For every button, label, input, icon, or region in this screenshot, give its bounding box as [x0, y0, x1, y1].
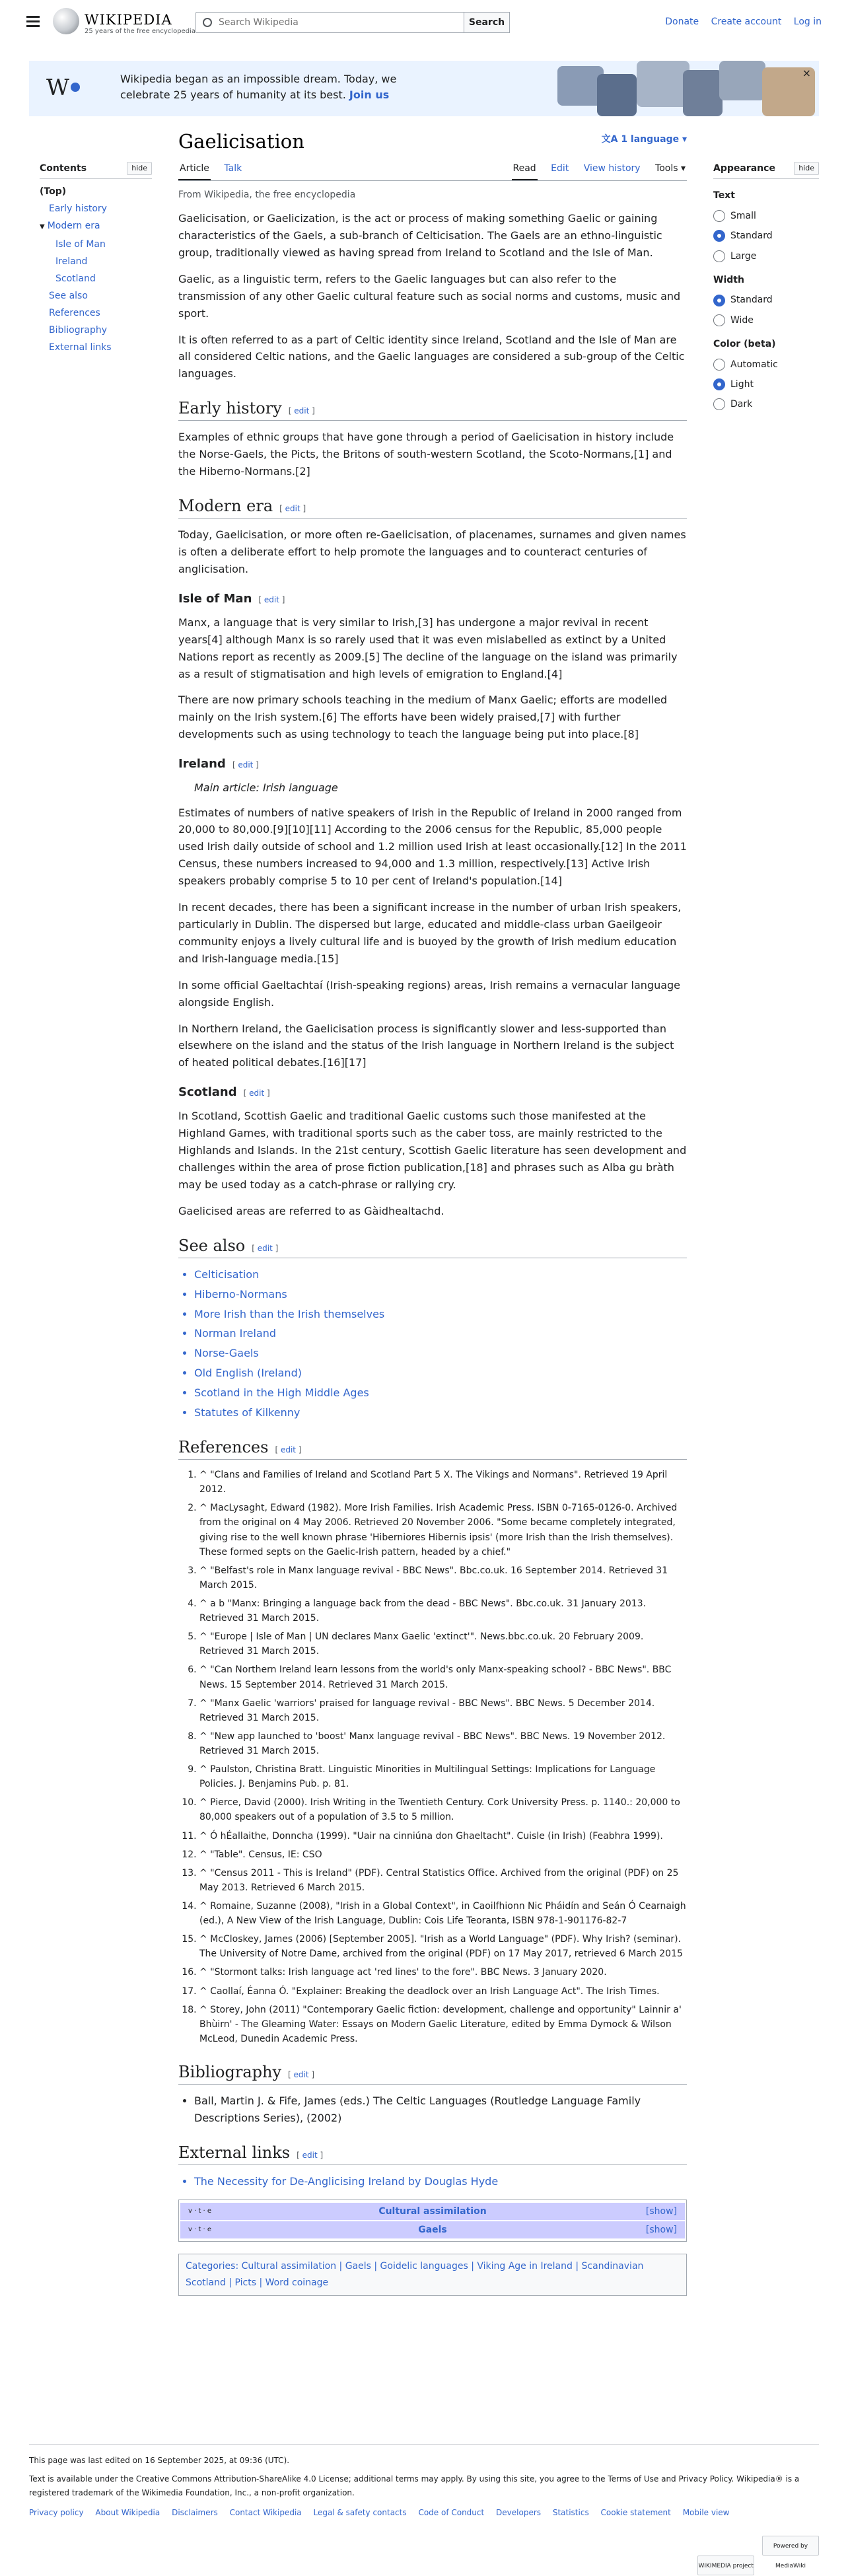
edit-section-link[interactable]: edit	[285, 504, 300, 514]
vte-links[interactable]: v · t · e	[188, 2226, 212, 2234]
toc-item-early-history[interactable]: Early history	[49, 203, 107, 215]
edit-section-link[interactable]: edit	[238, 760, 254, 770]
color-dark-option[interactable]	[713, 397, 819, 411]
ireland-paragraph-2: In recent decades, there has been a significant increase in the number of urban Irish speakers, particularly in Dublin. The dispersed but large, educated and middle-class urban Gaeilgeoir community enjoys a lively cultural life and is buoyed by the growth of Irish medium education and Irish-language media.[15]	[178, 901, 682, 965]
scotland-paragraph-2: Gaelicised areas are referred to as Gàidhealtachd.	[178, 1204, 444, 1217]
color-light-option[interactable]	[713, 377, 819, 392]
banner-close-button[interactable]: ×	[802, 67, 811, 79]
license-text: Text is available under the Creative Commons Attribution-ShareAlike 4.0 License; additional terms may apply. By using this site, you agree to the Terms of Use and Privacy Policy. Wikipedia® is a registered trademark of the Wikimedia Foundation, Inc., a non-profit organization.	[29, 2474, 800, 2497]
heading-isle-of-man-text: Isle of Man	[178, 592, 252, 606]
toc-item-isle-of-man[interactable]: Isle of Man	[55, 239, 106, 250]
toc-item-modern-era[interactable]	[40, 217, 152, 236]
footer-link[interactable]: Mobile view	[682, 2508, 730, 2518]
bibliography-list	[194, 2093, 687, 2127]
reference-item: 15. ^ McCloskey, James (2006) [September 2005]. "Irish as a World Language" (PDF). Why Irish? (seminar). The University of Notre Dame, archived from the original (PDF) on 17 May 2017, retrieved 6 March 2015	[199, 1932, 687, 1961]
search-button[interactable]: Search	[464, 12, 510, 33]
appearance-panel	[713, 161, 819, 412]
tab-article[interactable]: Article	[178, 161, 211, 180]
navbox-gaels	[180, 2221, 685, 2238]
heading-early-history: Early history [ edit ]	[178, 398, 687, 421]
toc-item-scotland[interactable]: Scotland	[55, 273, 96, 285]
heading-references-text: References	[178, 1437, 269, 1456]
list-item[interactable]: • More Irish than the Irish themselves	[194, 1306, 687, 1323]
list-item: • Ball, Martin J. & Fife, James (eds.) The Celtic Languages (Routledge Language Family Descriptions Series), (2002)	[194, 2093, 687, 2127]
table-of-contents	[40, 161, 152, 356]
banner-line-1: Wikipedia began as an impossible dream. Today, we	[120, 73, 397, 85]
footer-link[interactable]: Statistics	[552, 2508, 589, 2518]
reference-item: 17. ^ Caollaí, Éanna Ó. "Explainer: Breaking the deadlock over an Irish Language Act". The Irish Times.	[199, 1984, 687, 1999]
width-standard-option[interactable]	[713, 293, 819, 307]
toc-hide-button[interactable]: hide	[127, 162, 152, 175]
toc-item-top[interactable]: (Top)	[40, 186, 67, 197]
category-links[interactable]: Categories: Cultural assimilation | Gaels | Goidelic languages | Viking Age in Ireland | Scandinavian Scotland | Picts | Word coinage	[178, 2254, 687, 2296]
chevron-down-icon[interactable]: ▼	[40, 223, 45, 231]
heading-modern-era: Modern era [ edit ]	[178, 496, 687, 519]
ireland-paragraph-4: In Northern Ireland, the Gaelicisation process is significantly slower and less-supported than elsewhere on the island and the status of the Irish language in Northern Ireland is the subject of heated political debates.[16][17]	[178, 1022, 674, 1069]
search-input[interactable]	[219, 15, 456, 30]
ireland-paragraph-1: Estimates of numbers of native speakers of Irish in the Republic of Ireland in 2000 ranged from 20,000 to 80,000.[9][10][11] According to the 2006 census for the Republic, 85,000 people used Irish daily outside of school and 1.2 million used Irish at least occasionally.[12] In the 2011 Census, these numbers increased to 94,000 and 1.3 million, respectively.[13] Active Irish speakers probably comprise 5 to 10 per cent of Ireland's population.[14]	[178, 806, 687, 888]
text-size-label: Text	[713, 190, 735, 201]
footer-link[interactable]: Contact Wikipedia	[229, 2508, 302, 2518]
edit-section-link[interactable]: edit	[293, 2069, 309, 2079]
puzzle-photo-collage-icon	[551, 61, 819, 116]
create-account-link[interactable]: Create account	[711, 17, 782, 27]
intro-paragraph-3: It is often referred to as a part of Celtic identity since Ireland, Scotland and the Isle of Man are all considered Celtic nations, and the Gaelic languages are considered a sub-group of the Celtic languages.	[178, 333, 685, 380]
list-item[interactable]: • Old English (Ireland)	[194, 1365, 687, 1382]
color-label: Color (beta)	[713, 339, 776, 350]
heading-see-also: See also [ edit ]	[178, 1236, 687, 1258]
text-large-option[interactable]	[713, 249, 819, 264]
reference-item: 12. ^ "Table". Census, IE: CSO	[199, 1847, 687, 1862]
toc-item-ireland[interactable]: Ireland	[55, 256, 88, 268]
wikipedia-logo[interactable]	[53, 7, 195, 36]
edit-section-link[interactable]: edit	[264, 595, 279, 605]
toc-item-bibliography[interactable]: Bibliography	[49, 325, 107, 336]
list-item[interactable]: • Norman Ireland	[194, 1325, 687, 1342]
ireland-paragraph-3: In some official Gaeltachtaí (Irish-speaking regions) areas, Irish remains a vernacular language alongside English.	[178, 978, 681, 1009]
appearance-title: Appearance	[713, 163, 775, 174]
navbox-title[interactable]: Cultural assimilation	[378, 2206, 487, 2217]
footer-link[interactable]: Disclaimers	[172, 2508, 218, 2518]
heading-references: References [ edit ]	[178, 1437, 687, 1460]
early-history-paragraph: Examples of ethnic groups that have gone through a period of Gaelicisation in history include the Norse-Gaels, the Picts, the Britons of south-western Scotland, the Scoto-Normans,[1] and the Hiberno-Normans.[2]	[178, 431, 674, 478]
search-icon	[203, 18, 212, 27]
footer-link[interactable]: About Wikipedia	[95, 2508, 160, 2518]
isle-of-man-paragraph-1: Manx, a language that is very similar to Irish,[3] has undergone a major revival in recent years[4] although Manx is so rarely used that it was even mislabelled as extinct by a United Nations report as recently as 2009.[5] The decline of the language on the island was primarily as a result of stigmatisation and high levels of emigration to England.[4]	[178, 616, 678, 680]
list-item[interactable]: • Scotland in the High Middle Ages	[194, 1384, 687, 1402]
toc-item-references[interactable]: References	[49, 308, 100, 319]
toc-item-see-also[interactable]: See also	[49, 291, 88, 302]
log-in-link[interactable]: Log in	[793, 17, 822, 27]
navbox-show-button[interactable]: [show]	[645, 2225, 677, 2236]
navbox	[178, 2200, 687, 2242]
footer-links	[29, 2506, 819, 2519]
main-menu-icon[interactable]	[26, 15, 40, 28]
option-label: Standard	[730, 295, 773, 306]
reference-item: 13. ^ "Census 2011 - This is Ireland" (PDF). Central Statistics Office. Archived from the original (PDF) on 25 May 2013. Retrieved 6 March 2015.	[199, 1866, 687, 1895]
heading-early-history-text: Early history	[178, 399, 282, 418]
translate-icon: 文A	[601, 134, 621, 145]
scotland-paragraph-1: In Scotland, Scottish Gaelic and traditional Gaelic customs such those manifested at the Highland Games, with traditional sports such as the caber toss, are mainly restricted to the Highlands and Islands. In the 21st century, Scottish Gaelic literature has seen development and challenges within the area of prose fiction publication,[18] and phrases such as Alba gu bràth may be used today as a catch-phrase or rallying cry.	[178, 1110, 687, 1191]
wikimedia-badge[interactable]: WIKIMEDIA project	[697, 2556, 754, 2575]
tab-read[interactable]: Read	[512, 161, 538, 180]
toc-item-external-links[interactable]: External links	[49, 342, 112, 353]
wikipedia-25-logo-icon	[46, 73, 81, 103]
tools-menu[interactable]: Tools ▾	[655, 163, 686, 174]
mediawiki-badge[interactable]: Powered by MediaWiki	[762, 2536, 819, 2556]
edit-section-link[interactable]: edit	[257, 1243, 273, 1253]
references-list	[199, 1468, 687, 2046]
option-label: Standard	[730, 231, 773, 242]
heading-bibliography-text: Bibliography	[178, 2062, 281, 2081]
toc-item-modern-era-label: Modern era	[47, 221, 100, 232]
toc-title: Contents	[40, 163, 87, 174]
tab-view-history[interactable]: View history	[583, 163, 641, 174]
navbox-title[interactable]: Gaels	[418, 2225, 447, 2236]
donate-link[interactable]: Donate	[665, 17, 699, 27]
reference-item: 4. ^ a b "Manx: Bringing a language back from the dead - BBC News". Bbc.co.uk. 31 January 2013. Retrieved 31 March 2015.	[199, 1596, 687, 1626]
heading-bibliography: Bibliography [ edit ]	[178, 2062, 687, 2085]
heading-scotland-text: Scotland	[178, 1085, 237, 1100]
heading-modern-era-text: Modern era	[178, 497, 273, 516]
reference-item: 10. ^ Pierce, David (2000). Irish Writing in the Twentieth Century. Cork University Press. p. 1140.: 20,000 to 80,000 speakers out of a population of 3.5 to 5 million.	[199, 1795, 687, 1824]
isle-of-man-paragraph-2: There are now primary schools teaching in the medium of Manx Gaelic; efforts are modelled mainly on the Irish system.[6] The efforts have been widely praised,[7] with further developments such as using technology to teach the language being put into place.[8]	[178, 694, 668, 741]
article-content	[178, 125, 687, 2296]
navbox-cultural-assimilation	[180, 2203, 685, 2220]
tab-edit[interactable]: Edit	[551, 163, 569, 174]
page-footer	[29, 2444, 819, 2569]
option-label: Automatic	[730, 359, 778, 370]
reference-item: 7. ^ "Manx Gaelic 'warriors' praised for language revival - BBC News". BBC News. 5 December 2014. Retrieved 31 March 2015.	[199, 1696, 687, 1725]
banner-text	[120, 71, 490, 103]
navbox-show-button[interactable]: [show]	[645, 2206, 677, 2217]
site-header	[0, 0, 848, 44]
heading-isle-of-man: Isle of Man [ edit ]	[178, 592, 285, 606]
reference-item: 6. ^ "Can Northern Ireland learn lessons from the world's only Manx-speaking school? - BBC News". BBC News. 15 September 2014. Retrieved 31 March 2015.	[199, 1663, 687, 1692]
footer-link[interactable]: Code of Conduct	[418, 2508, 485, 2518]
language-count: 1 language	[621, 134, 680, 145]
hatnote: Main article: Irish language	[194, 781, 338, 794]
heading-scotland: Scotland [ edit ]	[178, 1085, 270, 1100]
globe-icon	[53, 8, 79, 34]
search-box	[195, 12, 510, 33]
footer-link[interactable]: Legal & safety contacts	[313, 2508, 407, 2518]
tab-talk[interactable]: Talk	[224, 163, 242, 174]
heading-external-links: External links [ edit ]	[178, 2143, 687, 2165]
footer-link[interactable]: Privacy policy	[29, 2508, 84, 2518]
text-small-option[interactable]	[713, 209, 819, 223]
edit-section-link[interactable]: edit	[294, 406, 310, 416]
tagline: 25 years of the free encyclopedia	[85, 28, 195, 35]
edit-section-link[interactable]: edit	[302, 2150, 318, 2160]
reference-item: 2. ^ MacLysaght, Edward (1982). More Irish Families. Irish Academic Press. ISBN 0-7165-0126-0. Archived from the original on 4 May 2006. Retrieved 20 November 2006. "Some became completely integrated, giving rise to the well known phrase 'Hiberniores Hibernis ipsis' (more Irish than the Irish themselves). These formed septs on the Gaelic-Irish pattern, headed by a chief."	[199, 1501, 687, 1559]
width-label: Width	[713, 274, 744, 285]
appearance-hide-button[interactable]: hide	[794, 162, 819, 175]
list-item[interactable]: • The Necessity for De-Anglicising Ireland by Douglas Hyde	[194, 2173, 687, 2190]
list-item[interactable]: • Hiberno-Normans	[194, 1286, 687, 1303]
tools-label: Tools	[655, 163, 678, 174]
heading-ireland-text: Ireland	[178, 757, 226, 771]
footer-link[interactable]: Cookie statement	[600, 2508, 671, 2518]
list-item[interactable]: • Norse-Gaels	[194, 1345, 687, 1362]
text-standard-option[interactable]	[713, 229, 819, 243]
option-label: Large	[730, 250, 757, 262]
option-label: Wide	[730, 314, 754, 326]
reference-item: 14. ^ Romaine, Suzanne (2008), "Irish in a Global Context", in Caoilfhionn Nic Pháidín and Seán Ó Cearnaigh (ed.), A New View of the Irish Language, Dublin: Cois Life Teoranta, ISBN 978-1-901176-82-7	[199, 1899, 687, 1928]
edit-section-link[interactable]: edit	[249, 1089, 265, 1098]
list-item[interactable]: • Celticisation	[194, 1266, 687, 1283]
heading-see-also-text: See also	[178, 1236, 246, 1255]
page-title: Gaelicisation	[178, 130, 304, 153]
option-label: Dark	[730, 399, 753, 410]
option-label: Light	[730, 378, 754, 390]
svg-text:W: W	[46, 75, 69, 101]
intro-paragraph-2: Gaelic, as a linguistic term, refers to the Gaelic languages but can also refer to the transmission of any other Gaelic cultural feature such as social norms and customs, music and sport.	[178, 272, 681, 320]
reference-item: 8. ^ "New app launched to 'boost' Manx language revival - BBC News". BBC News. 19 November 2012. Retrieved 31 March 2015.	[199, 1729, 687, 1758]
from-wikipedia: From Wikipedia, the free encyclopedia	[178, 189, 356, 200]
reference-item: 3. ^ "Belfast's role in Manx language revival - BBC News". Bbc.co.uk. 16 September 2014. Retrieved 31 March 2015.	[199, 1563, 687, 1592]
edit-section-link[interactable]: edit	[280, 1445, 296, 1454]
join-us-link[interactable]: Join us	[349, 89, 390, 101]
page-tabs	[178, 161, 687, 181]
list-item[interactable]: • Statutes of Kilkenny	[194, 1404, 687, 1421]
last-edited: This page was last edited on 16 September 2025, at 09:36 (UTC).	[29, 2456, 290, 2465]
language-button[interactable]: 文A 1 language ▾	[601, 134, 687, 145]
wordmark: WIKIPEDIA	[85, 12, 172, 28]
see-also-list	[194, 1266, 687, 1421]
reference-item: 5. ^ "Europe | Isle of Man | UN declares Manx Gaelic 'extinct'". News.bbc.co.uk. 20 February 2009. Retrieved 31 March 2015.	[199, 1629, 687, 1659]
color-automatic-option[interactable]	[713, 357, 819, 372]
fundraising-banner	[29, 61, 819, 116]
footer-badges	[692, 2536, 819, 2575]
reference-item: 1. ^ "Clans and Families of Ireland and Scotland Part 5 X. The Vikings and Normans". Retrieved 19 April 2012.	[199, 1468, 687, 1497]
banner-line-2: celebrate 25 years of humanity at its best.	[120, 89, 346, 101]
reference-item: 11. ^ Ó hÉallaithe, Donncha (1999). "Uair na cinniúna don Ghaeltacht". Cuisle (in Irish) (Feabhra 1999).	[199, 1829, 687, 1843]
intro-paragraph-1: Gaelicisation, or Gaelicization, is the act or process of making something Gaelic or gaining characteristics of the Gaels, a sub-branch of Celticisation. The Gaels are an ethno-linguistic group, traditionally viewed as having spread from Ireland to Scotland and the Isle of Man.	[178, 212, 662, 259]
width-wide-option[interactable]	[713, 313, 819, 328]
external-links-list	[194, 2173, 687, 2190]
reference-item: 18. ^ Storey, John (2011) "Contemporary Gaelic fiction: development, challenge and opportunity" Lainnir a' Bhùirn' - The Gleaming Water: Essays on Modern Gaelic Literature, edited by Emma Dymock & Wilson McLeod, Dunedin Academic Press.	[199, 2003, 687, 2046]
reference-item: 16. ^ "Stormont talks: Irish language act 'red lines' to the fore". BBC News. 3 January 2020.	[199, 1965, 687, 1980]
heading-ireland: Ireland [ edit ]	[178, 757, 259, 771]
personal-tools	[656, 15, 822, 29]
footer-link[interactable]: Developers	[496, 2508, 542, 2518]
option-label: Small	[730, 210, 756, 221]
modern-era-paragraph: Today, Gaelicisation, or more often re-Gaelicisation, of placenames, surnames and given names is often a deliberate effort to help promote the languages and to counteract centuries of anglicisation.	[178, 528, 686, 576]
reference-item: 9. ^ Paulston, Christina Bratt. Linguistic Minorities in Multilingual Settings: Implications for Language Policies. J. Benjamins Pub. p. 81.	[199, 1762, 687, 1791]
vte-links[interactable]: v · t · e	[188, 2207, 212, 2215]
heading-external-links-text: External links	[178, 2143, 291, 2162]
